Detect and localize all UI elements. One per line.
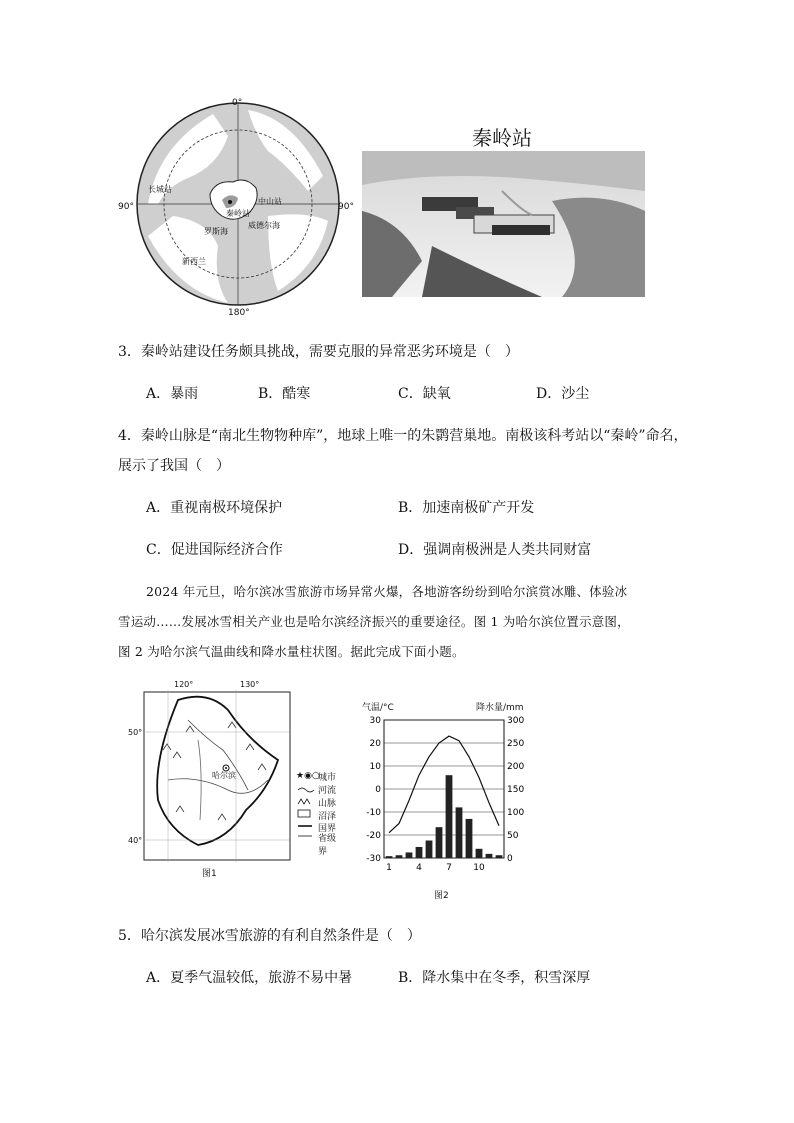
country-label: 新西兰 <box>182 257 206 266</box>
q4-option-a[interactable] <box>146 498 282 518</box>
x-tick-label: 1 <box>386 863 392 873</box>
q5-option-b-text: 降水集中在冬季，积雪深厚 <box>422 970 591 986</box>
station-photo <box>362 151 645 297</box>
station-photo-svg <box>362 151 645 297</box>
x-tick-label: 7 <box>446 863 452 873</box>
q3-option-b[interactable] <box>258 384 310 404</box>
left-tick-label: 20 <box>369 739 381 749</box>
question-3 <box>118 342 519 362</box>
fig1-lon-120: 120° <box>174 680 194 689</box>
lon-top-label: 0° <box>232 98 243 108</box>
q5-option-a[interactable] <box>146 968 352 988</box>
left-tick-label: -10 <box>366 808 381 818</box>
precipitation-bar <box>496 855 503 858</box>
svg-text:★◉○: ★◉○ <box>296 771 320 781</box>
right-tick-label: 100 <box>507 808 525 818</box>
legend-river: 河流 <box>318 786 337 796</box>
x-tick-label: 10 <box>473 863 485 873</box>
q4-option-a-text: 重视南极环境保护 <box>170 500 283 516</box>
x-tick-label: 4 <box>416 863 422 873</box>
q3-option-c-text: 缺氧 <box>422 386 451 402</box>
question-3-number: 3． <box>118 344 141 360</box>
question-4-stem-line2: 展示了我国（ ） <box>118 458 230 474</box>
q3-option-a-text: 暴雨 <box>170 386 199 402</box>
q3-option-d-text: 沙尘 <box>561 386 590 402</box>
photo-title: 秦岭站 <box>472 126 532 150</box>
q4-option-b[interactable] <box>398 498 534 518</box>
figure-1-map <box>128 680 338 880</box>
q3-option-d-key: D． <box>536 386 562 402</box>
q3-option-c-key: C． <box>398 386 423 402</box>
question-3-stem: 秦岭站建设任务颇具挑战，需要克服的异常恶劣环境是（ ） <box>140 344 519 360</box>
climate-chart-svg <box>358 714 538 886</box>
legend-swamp: 沼泽 <box>318 812 337 822</box>
precipitation-bar <box>486 854 493 858</box>
right-tick-label: 300 <box>507 716 525 726</box>
precipitation-bar <box>416 847 423 858</box>
zhongshan-station-label: 中山站 <box>258 197 282 206</box>
q3-option-c[interactable] <box>398 384 451 404</box>
precipitation-bar <box>426 841 433 858</box>
q5-option-b-key: B． <box>398 970 423 986</box>
fig1-lat-50: 50° <box>128 728 143 737</box>
antarctica-map <box>118 96 358 324</box>
question-4-line1 <box>118 426 688 446</box>
q4-option-d-text: 强调南极洲是人类共同财富 <box>423 542 592 558</box>
great-wall-station-label: 长城站 <box>148 185 172 194</box>
question-5-stem: 哈尔滨发展冰雪旅游的有利自然条件是（ ） <box>140 928 421 944</box>
question-5-number: 5． <box>118 928 141 944</box>
left-tick-label: 30 <box>369 716 381 726</box>
precipitation-bar <box>406 852 413 858</box>
q4-option-d-key: D． <box>398 542 424 558</box>
passage-line1: 2024 年元旦，哈尔滨冰雪旅游市场异常火爆，各地游客纷纷到哈尔滨赏冰雕、体验冰 <box>146 584 628 599</box>
figure-2-chart <box>358 698 538 901</box>
precipitation-bar <box>456 807 463 858</box>
question-5 <box>118 926 421 946</box>
lon-left-label: 90° <box>118 202 134 212</box>
precipitation-bar <box>436 827 443 858</box>
left-tick-label: 0 <box>375 785 381 795</box>
lon-bottom-label: 180° <box>228 308 250 318</box>
q4-option-a-key: A． <box>146 500 171 516</box>
left-tick-label: 10 <box>369 762 381 772</box>
q3-option-b-text: 酷寒 <box>282 386 311 402</box>
fig1-lon-130: 130° <box>240 680 260 689</box>
sea-label-1: 罗斯海 <box>204 227 228 236</box>
right-tick-label: 150 <box>507 785 525 795</box>
q4-option-b-text: 加速南极矿产开发 <box>422 500 535 516</box>
right-tick-label: 0 <box>507 854 513 864</box>
question-4-stem-line1: 秦岭山脉是“南北生物物种库”，地球上唯一的朱鹮营巢地。南极该科考站以“秦岭”命名， <box>140 428 688 444</box>
fig1-lat-40: 40° <box>128 836 143 845</box>
legend-mountain: 山脉 <box>318 799 337 809</box>
q3-option-a[interactable] <box>146 384 198 404</box>
q5-option-a-key: A． <box>146 970 171 986</box>
precipitation-bar <box>396 855 403 858</box>
right-tick-label: 250 <box>507 739 525 749</box>
q3-option-b-key: B． <box>258 386 283 402</box>
q3-option-d[interactable] <box>536 384 589 404</box>
q5-option-a-text: 夏季气温较低，旅游不易中暑 <box>170 970 353 986</box>
precipitation-bar <box>446 775 453 858</box>
q4-option-c-text: 促进国际经济合作 <box>170 542 283 558</box>
fig1-city-label: 哈尔滨 <box>212 771 236 780</box>
right-tick-label: 200 <box>507 762 525 772</box>
sea-label-2: 威德尔海 <box>248 221 280 230</box>
fig1-caption: 图1 <box>202 869 217 879</box>
q4-option-d[interactable] <box>398 540 591 560</box>
question-4-number: 4． <box>118 428 141 444</box>
passage-line2: 雪运动……发展冰雪相关产业也是哈尔滨经济振兴的重要途径。图 1 为哈尔滨位置示意图， <box>118 614 630 629</box>
left-tick-label: -20 <box>366 831 381 841</box>
passage-line3: 图 2 为哈尔滨气温曲线和降水量柱状图。据此完成下面小题。 <box>118 644 465 659</box>
q4-option-b-key: B． <box>398 500 423 516</box>
q5-option-b[interactable] <box>398 968 590 988</box>
legend-city: 城市 <box>318 773 337 783</box>
q4-option-c[interactable] <box>146 540 283 560</box>
right-tick-label: 50 <box>507 831 519 841</box>
chart-ylabel-right: 降水量/mm <box>476 703 524 713</box>
qinling-station-label: 秦岭站 <box>226 209 250 218</box>
precipitation-bar <box>476 849 483 858</box>
precipitation-bar <box>466 819 473 858</box>
q4-option-c-key: C． <box>146 542 171 558</box>
q3-option-a-key: A． <box>146 386 171 402</box>
lon-right-label: 90° <box>338 202 354 212</box>
precipitation-bar <box>386 856 393 858</box>
chart-ylabel-left: 气温/°C <box>362 703 394 713</box>
left-tick-label: -30 <box>366 854 381 864</box>
legend-border: 国界 <box>318 824 337 834</box>
fig2-caption: 图2 <box>434 891 449 901</box>
legend-province: 省级界 <box>318 834 337 857</box>
